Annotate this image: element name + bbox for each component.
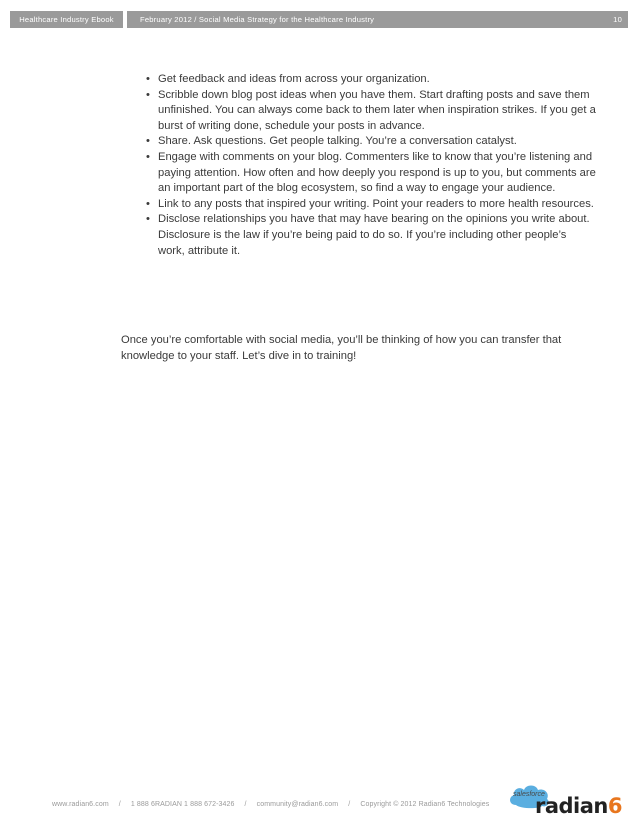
header-title: February 2012 / Social Media Strategy for the Healthcare Industry xyxy=(140,15,375,24)
footer-phone: 1 888 6RADIAN 1 888 672-3426 xyxy=(130,801,235,808)
list-item: • Disclose relationships you have that may have bearing on the opinions you write about. Disclosure is the law if you’re being paid to do so. If you’re including other people’s work, attribute it. xyxy=(146,212,596,259)
closing-paragraph: Once you’re comfortable with social media, you’ll be thinking of how you can transfer that knowledge to your staff. Let’s dive in to training! xyxy=(121,334,562,362)
list-item: • Link to any posts that inspired your writing. Point your readers to more health resources. xyxy=(146,197,596,213)
wordmark-accent: 6 xyxy=(607,794,623,818)
radian6-wordmark xyxy=(535,794,622,818)
footer-email: community@radian6.com xyxy=(256,801,339,808)
page-footer xyxy=(52,801,489,808)
header-bar xyxy=(127,11,628,28)
wordmark-main: radian xyxy=(535,794,608,818)
tips-list xyxy=(146,72,596,259)
radian6-logo xyxy=(506,781,628,819)
footer-copyright: Copyright © 2012 Radian6 Technologies xyxy=(360,801,490,808)
salesforce-wordmark: salesforce xyxy=(513,791,545,798)
page-header xyxy=(10,11,628,28)
footer-separator: / xyxy=(348,801,351,808)
page-number: 10 xyxy=(613,15,622,24)
list-item: • Engage with comments on your blog. Commenters like to know that you’re listening and paying attention. How often and how deeply you respond is up to you, but comments are an important part of the blog ecosystem, so find a way to engage your audience. xyxy=(146,150,596,197)
list-item: • Scribble down blog post ideas when you have them. Start drafting posts and save them unfinished. You can always come back to them later when inspiration strikes. If you get a burst of writing done, schedule your posts in advance. xyxy=(146,88,596,135)
list-item: • Share. Ask questions. Get people talking. You’re a conversation catalyst. xyxy=(146,134,596,150)
footer-separator: / xyxy=(244,801,247,808)
footer-separator: / xyxy=(118,801,121,808)
list-item: • Get feedback and ideas from across your organization. xyxy=(146,72,596,88)
footer-website: www.radian6.com xyxy=(52,801,109,808)
ebook-label: Healthcare Industry Ebook xyxy=(10,11,123,28)
